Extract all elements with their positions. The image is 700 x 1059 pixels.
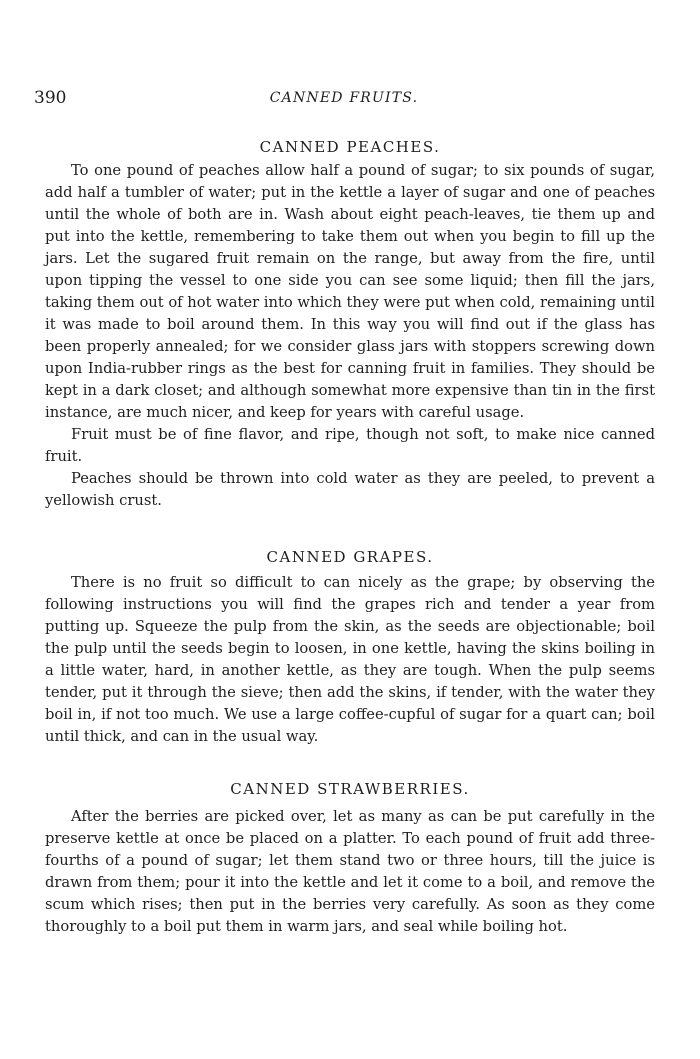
paragraph: Fruit must be of fine flavor, and ripe, though not soft, to make nice canned fruit. — [45, 426, 655, 465]
section-canned-strawberries — [45, 778, 655, 938]
running-title: CANNED FRUITS. — [269, 90, 419, 106]
section-heading: CANNED STRAWBERRIES. — [230, 780, 470, 798]
paragraph: To one pound of peaches allow half a pound of sugar; to six pounds of sugar, add half a tumbler of water; put in the kettle a layer of sugar and one of peaches until the whole of both are in. Wash about eight peach-leaves, tie them up and put into the kettle, remembering to take them out when you begin to fill up the jars. Let the sugared fruit remain on the range, but away from the fire, until upon tipping the vessel to one side you can see some liquid; then fill the jars, taking them out of hot water into which they were put when cold, remaining until it was made to boil around them. In this way you will find out if the glass has been properly annealed; for we consider glass jars with stoppers screwing down upon India-rubber rings as the best for canning fruit in families. They should be kept in a dark closet; and although somewhat more expensive than tin in the first instance, are much nicer, and keep for years with careful usage. — [45, 162, 655, 421]
section-heading: CANNED PEACHES. — [259, 138, 441, 156]
page-number: 390 — [34, 88, 67, 108]
section-canned-grapes — [45, 546, 655, 748]
page-header — [34, 88, 654, 110]
section-canned-peaches — [45, 136, 655, 512]
paragraph: There is no fruit so difficult to can nicely as the grape; by observing the following instructions you will find the grapes rich and tender a year from putting up. Squeeze the pulp from the skin, as the seeds are objectionable; boil the pulp until the seeds begin to loosen, in one kettle, having the skins boiling in a little water, hard, in another kettle, as they are tough. When the pulp seems tender, put it through the sieve; then add the skins, if tender, with the water they boil in, if not too much. We use a large coffee-cupful of sugar for a quart can; boil until thick, and can in the usual way. — [45, 574, 655, 745]
paragraph: Peaches should be thrown into cold water as they are peeled, to prevent a yellowish crust. — [45, 470, 655, 509]
section-heading: CANNED GRAPES. — [266, 548, 434, 566]
paragraph: After the berries are picked over, let as many as can be put carefully in the preserve kettle at once be placed on a platter. To each pound of fruit add three-fourths of a pound of sugar; let them stand two or three hours, till the juice is drawn from them; pour it into the kettle and let it come to a boil, and remove the scum which rises; then put in the berries very carefully. As soon as they come thoroughly to a boil put them in warm jars, and seal while boiling hot. — [45, 808, 655, 935]
